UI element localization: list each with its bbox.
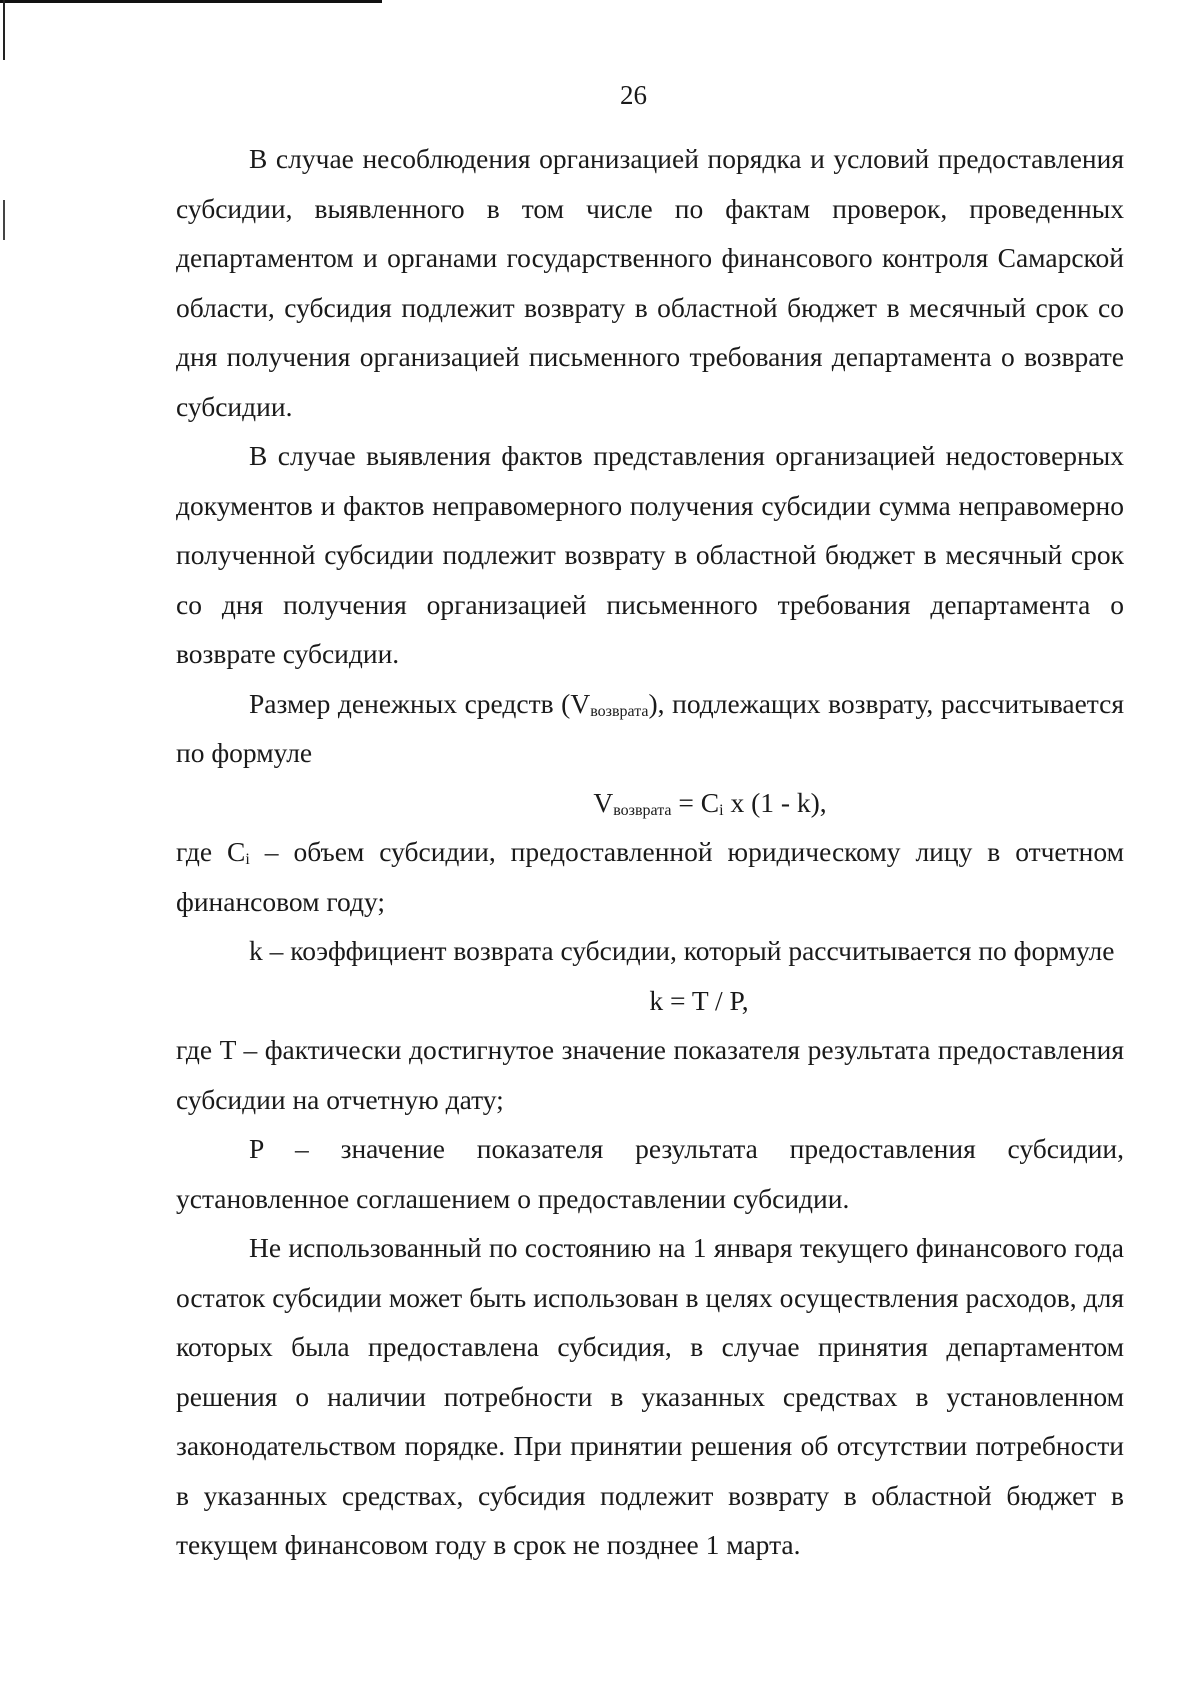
size-text-before: Размер денежных средств (V [249, 687, 591, 719]
paragraph-false-documents: В случае выявления фактов представления организацией недостоверных документов и фактов неправомерного получения субсидии сумма неправомерно полученной субсидии подлежит возврату в областной бюджет в месячный срок со дня получения организацией письменного требования департамента о возврате субсидии. [176, 440, 1124, 669]
formula-c-subscript: i [719, 801, 724, 819]
formula-return-amount [176, 778, 1124, 828]
size-text-after: ), подлежащих возврату, рассчитывается по формуле [176, 687, 1124, 768]
scan-border-left [3, 0, 5, 60]
formula-equals-c: = C [671, 786, 720, 818]
paragraph-p-value: P – значение показателя результата предоставления субсидии, установленное соглашением о предоставлении субсидии. [176, 1133, 1124, 1214]
paragraph-size-of-funds [176, 679, 1124, 778]
formula-tail: x (1 - k), [723, 786, 827, 818]
where-c-subscript: i [245, 851, 250, 868]
where-c-after: – объем субсидии, предоставленной юридическому лицу в отчетном финансовом году; [176, 836, 1124, 917]
scan-border-left-mark [3, 200, 5, 240]
formula-v: V [593, 786, 614, 818]
paragraph-where-t: где T – фактически достигнутое значение показателя результата предоставления субсидии на отчетную дату; [176, 1034, 1124, 1115]
size-subscript: возврата [590, 702, 649, 720]
paragraph-k-coefficient: k – коэффициент возврата субсидии, который рассчитывается по формуле [249, 935, 1115, 966]
paragraph-nonbinding-return: В случае несоблюдения организацией порядка и условий предоставления субсидии, выявленного в том числе по фактам проверок, проведенных департаментом и органами государственного финансового контроля Самарской области, субсидия подлежит возврату в областной бюджет в месячный срок со дня получения организацией письменного требования департамента о возврате субсидии. [176, 143, 1124, 422]
page-number: 26 [620, 80, 647, 110]
formula-k: k = T / P, [649, 984, 749, 1016]
paragraph-where-c [176, 827, 1124, 926]
paragraph-unused-balance: Не использованный по состоянию на 1 января текущего финансового года остаток субсидии может быть использован в целях осуществления расходов, для которых была предоставлена субсидия, в случае принятия департаментом решения о наличии потребности в указанных средствах в установленном законодательством порядке. При принятии решения об отсутствии потребности в указанных средствах, субсидия подлежит возврату в областной бюджет в текущем финансовом году в срок не позднее 1 марта. [176, 1232, 1124, 1560]
scan-border-top [0, 0, 382, 3]
where-c-before: где C [176, 836, 246, 867]
document-body [176, 134, 1124, 1570]
formula-v-subscript: возврата [613, 801, 672, 819]
